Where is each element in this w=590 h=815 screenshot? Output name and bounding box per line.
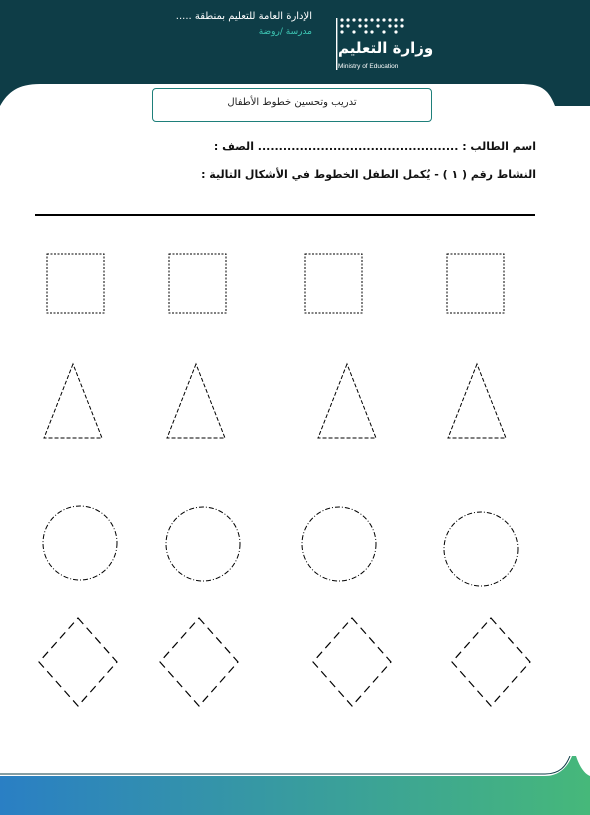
dashed-diamond-3 <box>160 618 238 706</box>
dashed-square-3 <box>169 254 226 313</box>
dashed-circle-3 <box>166 507 240 581</box>
activity-instruction: النشاط رقم ( ١ ) - يُكمل الطفل الخطوط في الأشكال التالية : <box>201 168 536 181</box>
administration-line: الإدارة العامة للتعليم بمنطقة ..... <box>175 11 312 22</box>
footer-band <box>0 756 590 815</box>
dashed-circle-2 <box>302 507 376 581</box>
ministry-name-arabic: وزارة التعليم <box>338 39 434 57</box>
dashed-circle-4 <box>43 506 117 580</box>
dashed-triangle-2 <box>318 364 376 438</box>
dashed-triangle-1 <box>448 364 506 438</box>
school-line: مدرسة /روضة <box>258 27 312 37</box>
dashed-square-2 <box>305 254 362 313</box>
student-name-class-line: اسم الطالب : ................................................ الصف : <box>213 140 536 153</box>
dashed-square-4 <box>47 254 104 313</box>
dashed-triangle-3 <box>167 364 225 438</box>
dashed-diamond-4 <box>39 618 117 706</box>
worksheet-title: تدريب وتحسين خطوط الأطفال <box>152 88 432 122</box>
dashed-diamond-1 <box>452 618 530 706</box>
dashed-circle-1 <box>444 512 518 586</box>
ministry-name-english: Ministry of Education <box>338 63 399 70</box>
dashed-square-1 <box>447 254 504 313</box>
dashed-diamond-2 <box>313 618 391 706</box>
dashed-triangle-4 <box>44 364 102 438</box>
